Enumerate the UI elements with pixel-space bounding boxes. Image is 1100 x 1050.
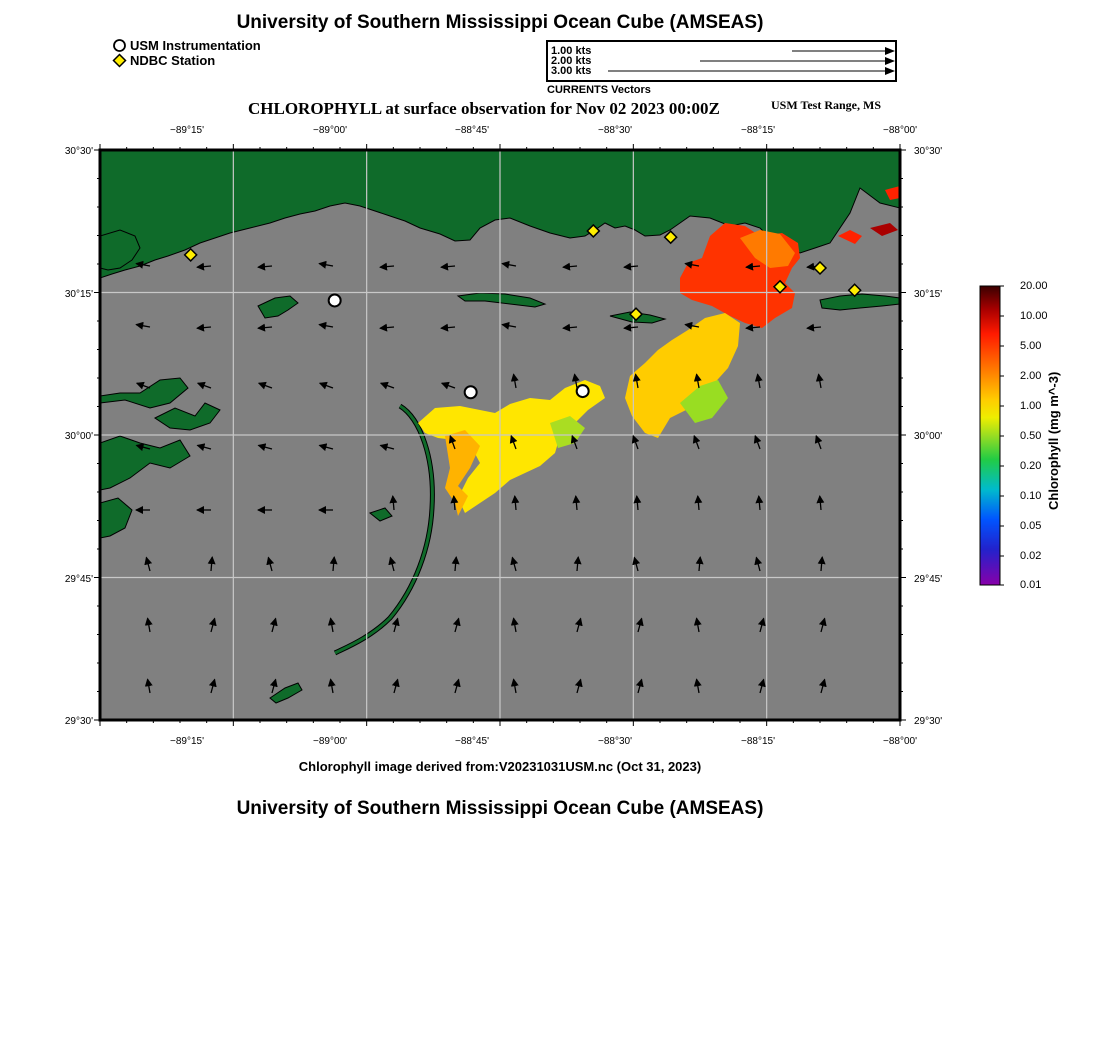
lon-label-bottom-2: −89°00' — [313, 736, 347, 747]
lat-label-left-4: 29°45' — [64, 574, 93, 585]
vector-scale-label-3: 3.00 kts — [551, 65, 592, 77]
lon-label-bottom-6: −88°00' — [883, 736, 917, 747]
chlorophyll-map — [40, 118, 943, 758]
colorbar-tick: 2.00 — [1020, 370, 1042, 382]
legend-ndbc — [112, 53, 261, 68]
lon-label-top-4: −88°30' — [598, 125, 632, 136]
source-note: Chlorophyll image derived from:V20231031USM.nc (Oct 31, 2023) — [298, 759, 702, 774]
colorbar-tick: 1.00 — [1020, 400, 1042, 412]
colorbar-tick: 0.50 — [1020, 430, 1042, 442]
lon-label-bottom-4: −88°30' — [598, 736, 632, 747]
lat-label-right-5: 29°30' — [914, 716, 943, 727]
circle-marker-icon — [112, 38, 127, 53]
colorbar-tick: 5.00 — [1020, 340, 1042, 352]
colorbar-tick: 0.10 — [1020, 490, 1042, 502]
colorbar-gradient — [970, 270, 1015, 600]
lon-label-bottom-1: −89°15' — [170, 736, 204, 747]
vector-scale-box — [546, 40, 897, 82]
lat-label-right-1: 30°30' — [914, 146, 943, 157]
diamond-marker-icon — [112, 53, 127, 68]
colorbar-tick: 0.01 — [1020, 579, 1042, 591]
footer-title: University of Southern Mississippi Ocean Cube (AMSEAS) — [236, 798, 764, 819]
map-legend — [112, 38, 261, 68]
lat-label-left-2: 30°15' — [64, 289, 93, 300]
colorbar-tick: 10.00 — [1020, 310, 1048, 322]
lon-label-top-3: −88°45' — [455, 125, 489, 136]
vector-scale-arrows — [548, 42, 895, 80]
page-title: University of Southern Mississippi Ocean Cube (AMSEAS) — [236, 12, 764, 33]
vector-scale-label-2: 2.00 kts — [551, 55, 592, 67]
lon-label-top-5: −88°15' — [741, 125, 775, 136]
lat-label-right-3: 30°00' — [914, 431, 943, 442]
colorbar-tick: 20.00 — [1020, 280, 1048, 292]
lon-label-top-6: −88°00' — [883, 125, 917, 136]
colorbar-title: Chlorophyll (mg m^-3) — [1046, 371, 1061, 510]
lat-label-left-1: 30°30' — [64, 146, 93, 157]
lon-label-top-1: −89°15' — [170, 125, 204, 136]
region-label: USM Test Range, MS — [771, 98, 882, 112]
lat-label-left-5: 29°30' — [64, 716, 93, 727]
usm-station-marker — [465, 386, 477, 398]
lat-label-left-3: 30°00' — [64, 431, 93, 442]
colorbar-tick: 0.02 — [1020, 550, 1042, 562]
usm-station-marker — [577, 385, 589, 397]
legend-usm-label: USM Instrumentation — [130, 38, 261, 53]
lon-label-bottom-5: −88°15' — [741, 736, 775, 747]
vector-scale-caption: CURRENTS Vectors — [547, 84, 651, 96]
legend-usm — [112, 38, 261, 53]
lat-label-right-2: 30°15' — [914, 289, 943, 300]
colorbar-tick: 0.05 — [1020, 520, 1042, 532]
map-subtitle: CHLOROPHYLL at surface observation for Nov 02 2023 00:00Z — [248, 99, 720, 118]
lon-label-top-2: −89°00' — [313, 125, 347, 136]
vector-scale-label-1: 1.00 kts — [551, 45, 592, 57]
usm-station-marker — [329, 294, 341, 306]
lon-label-bottom-3: −88°45' — [455, 736, 489, 747]
colorbar-tick: 0.20 — [1020, 460, 1042, 472]
legend-ndbc-label: NDBC Station — [130, 53, 216, 68]
lat-label-right-4: 29°45' — [914, 574, 943, 585]
